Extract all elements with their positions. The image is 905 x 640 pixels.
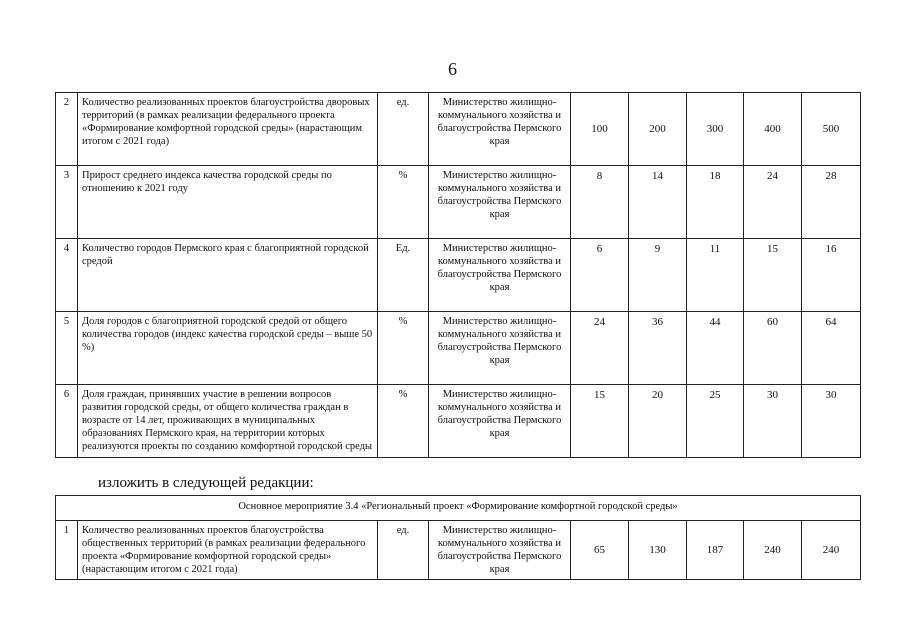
target-value-cell: 400	[744, 93, 802, 166]
page-number: 6	[448, 59, 457, 79]
row-number: 5	[56, 312, 78, 385]
unit-of-measure: ед.	[378, 521, 429, 580]
indicator-name: Доля граждан, принявших участие в решении вопросов развития городской среды, от общего количества граждан в возрасте от 14 лет, проживающих в муниципальных образованиях Пермского края, на территории которых реализуются проекты по созданию комфортной городской среды	[78, 385, 378, 458]
target-value-cell: 24	[571, 312, 629, 385]
target-value-cell: 11	[687, 239, 744, 312]
target-value-cell: 60	[744, 312, 802, 385]
unit-of-measure: ед.	[378, 93, 429, 166]
indicator-name: Прирост среднего индекса качества городской среды по отношению к 2021 году	[78, 166, 378, 239]
row-number: 6	[56, 385, 78, 458]
section-header: Основное мероприятие 3.4 «Региональный проект «Формирование комфортной городской среды»	[56, 496, 861, 521]
unit-of-measure: %	[378, 312, 429, 385]
target-value-cell: 130	[629, 521, 687, 580]
table-row	[56, 385, 861, 458]
target-value-cell: 30	[744, 385, 802, 458]
indicator-name: Количество реализованных проектов благоустройства дворовых территорий (в рамках реализации федерального проекта «Формирование комфортной городской среды» (нарастающим итогом с 2021 года)	[78, 93, 378, 166]
target-value-cell: 36	[629, 312, 687, 385]
target-value-cell: 100	[571, 93, 629, 166]
section-header-row	[56, 496, 861, 521]
target-value-cell: 9	[629, 239, 687, 312]
responsible-ministry: Министерство жилищно-коммунального хозяйства и благоустройства Пермского края	[429, 385, 571, 458]
target-value-cell: 64	[802, 312, 861, 385]
indicator-name: Количество городов Пермского края с благоприятной городской средой	[78, 239, 378, 312]
indicators-table	[55, 92, 861, 458]
responsible-ministry: Министерство жилищно-коммунального хозяйства и благоустройства Пермского края	[429, 93, 571, 166]
target-value-cell: 240	[744, 521, 802, 580]
target-value-cell: 300	[687, 93, 744, 166]
row-number: 4	[56, 239, 78, 312]
responsible-ministry: Министерство жилищно-коммунального хозяйства и благоустройства Пермского края	[429, 521, 571, 580]
target-value-cell: 44	[687, 312, 744, 385]
responsible-ministry: Министерство жилищно-коммунального хозяйства и благоустройства Пермского края	[429, 166, 571, 239]
table-row	[56, 521, 861, 580]
responsible-ministry: Министерство жилищно-коммунального хозяйства и благоустройства Пермского края	[429, 312, 571, 385]
target-value-cell: 187	[687, 521, 744, 580]
table-row	[56, 312, 861, 385]
target-value-cell: 14	[629, 166, 687, 239]
indicator-name: Доля городов с благоприятной городской средой от общего количества городов (индекс качества городской среды – выше 50 %)	[78, 312, 378, 385]
target-value-cell: 20	[629, 385, 687, 458]
row-number: 1	[56, 521, 78, 580]
new-edition-table	[55, 495, 861, 580]
unit-of-measure: Ед.	[378, 239, 429, 312]
table-row	[56, 239, 861, 312]
target-value-cell: 500	[802, 93, 861, 166]
unit-of-measure: %	[378, 385, 429, 458]
row-number: 3	[56, 166, 78, 239]
target-value-cell: 30	[802, 385, 861, 458]
table-row	[56, 93, 861, 166]
redaction-instruction: изложить в следующей редакции:	[98, 475, 314, 491]
target-value-cell: 6	[571, 239, 629, 312]
target-value-cell: 15	[744, 239, 802, 312]
target-value-cell: 18	[687, 166, 744, 239]
target-value-cell: 8	[571, 166, 629, 239]
target-value-cell: 25	[687, 385, 744, 458]
target-value-cell: 200	[629, 93, 687, 166]
row-number: 2	[56, 93, 78, 166]
target-value-cell: 15	[571, 385, 629, 458]
target-value-cell: 65	[571, 521, 629, 580]
target-value-cell: 16	[802, 239, 861, 312]
target-value-cell: 240	[802, 521, 861, 580]
indicator-name: Количество реализованных проектов благоустройства общественных территорий (в рамках реализации федерального проекта «Формирование комфортной городской среды» (нарастающим итогом с 2021 года)	[78, 521, 378, 580]
target-value-cell: 24	[744, 166, 802, 239]
target-value-cell: 28	[802, 166, 861, 239]
responsible-ministry: Министерство жилищно-коммунального хозяйства и благоустройства Пермского края	[429, 239, 571, 312]
unit-of-measure: %	[378, 166, 429, 239]
table-row	[56, 166, 861, 239]
